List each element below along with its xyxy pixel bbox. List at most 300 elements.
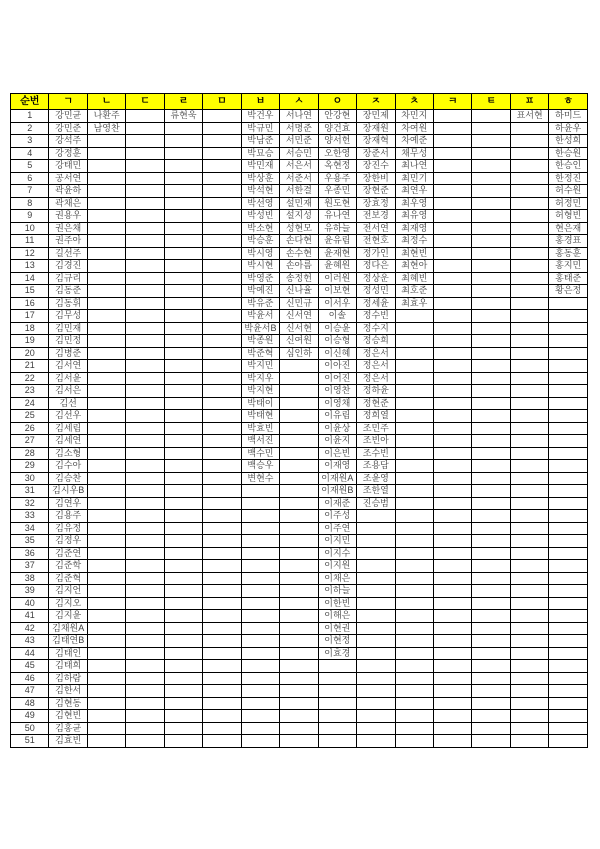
name-cell[interactable] [203,735,241,748]
name-cell[interactable] [510,435,548,448]
name-cell[interactable]: 윤재현 [318,247,356,260]
name-cell[interactable]: 한승인 [549,160,588,173]
name-cell[interactable] [87,610,125,623]
name-cell[interactable] [472,722,510,735]
name-cell[interactable]: 서민준 [280,135,318,148]
name-cell[interactable] [87,547,125,560]
name-cell[interactable]: 홍동훈 [549,247,588,260]
name-cell[interactable] [357,597,395,610]
seq-cell[interactable]: 32 [11,497,49,510]
header-cell-consonant[interactable]: ㅅ [280,94,318,110]
name-cell[interactable]: 김규리 [49,272,87,285]
name-cell[interactable] [280,647,318,660]
name-cell[interactable]: 차민지 [395,110,433,123]
name-cell[interactable] [126,660,164,673]
name-cell[interactable] [164,335,202,348]
name-cell[interactable]: 안강현 [318,110,356,123]
name-cell[interactable]: 이하늘 [318,585,356,598]
name-cell[interactable] [433,547,471,560]
name-cell[interactable] [164,310,202,323]
name-cell[interactable] [241,622,279,635]
name-cell[interactable] [549,510,588,523]
name-cell[interactable] [549,660,588,673]
name-cell[interactable]: 권은채 [49,222,87,235]
name-cell[interactable] [510,697,548,710]
seq-cell[interactable]: 34 [11,522,49,535]
name-cell[interactable] [126,435,164,448]
name-cell[interactable]: 김서은 [49,385,87,398]
name-cell[interactable]: 김동휘 [49,297,87,310]
name-cell[interactable]: 박지현 [241,385,279,398]
name-cell[interactable]: 김지언 [49,585,87,598]
name-cell[interactable] [87,672,125,685]
name-cell[interactable] [164,647,202,660]
name-cell[interactable]: 김시우B [49,485,87,498]
name-cell[interactable] [510,247,548,260]
name-cell[interactable]: 김소형 [49,447,87,460]
name-cell[interactable] [510,610,548,623]
name-cell[interactable] [357,610,395,623]
name-cell[interactable]: 전현호 [357,235,395,248]
name-cell[interactable] [433,110,471,123]
name-cell[interactable]: 김세림 [49,422,87,435]
name-cell[interactable] [472,497,510,510]
name-cell[interactable]: 정은서 [357,360,395,373]
name-cell[interactable] [87,210,125,223]
name-cell[interactable] [395,422,433,435]
name-cell[interactable] [126,422,164,435]
name-cell[interactable] [164,547,202,560]
name-cell[interactable]: 김준학 [49,560,87,573]
name-cell[interactable] [87,347,125,360]
name-cell[interactable]: 서승민 [280,147,318,160]
name-cell[interactable]: 김정우 [49,535,87,548]
name-cell[interactable] [549,635,588,648]
name-cell[interactable] [549,410,588,423]
name-cell[interactable] [510,185,548,198]
name-cell[interactable] [510,685,548,698]
seq-cell[interactable]: 1 [11,110,49,123]
name-cell[interactable] [433,260,471,273]
name-cell[interactable] [549,297,588,310]
name-cell[interactable]: 박건우 [241,110,279,123]
name-cell[interactable]: 신민규 [280,297,318,310]
name-cell[interactable]: 강정훈 [49,147,87,160]
name-cell[interactable] [164,610,202,623]
seq-cell[interactable]: 14 [11,272,49,285]
name-cell[interactable]: 장진수 [357,160,395,173]
name-cell[interactable] [318,697,356,710]
name-cell[interactable]: 차여원 [395,122,433,135]
name-cell[interactable] [549,547,588,560]
name-cell[interactable]: 변현수 [241,472,279,485]
name-cell[interactable] [87,272,125,285]
name-cell[interactable] [433,447,471,460]
name-cell[interactable] [126,622,164,635]
name-cell[interactable] [164,447,202,460]
name-cell[interactable]: 박시현 [241,260,279,273]
name-cell[interactable] [357,635,395,648]
name-cell[interactable] [87,285,125,298]
name-cell[interactable] [472,535,510,548]
name-cell[interactable]: 류현욱 [164,110,202,123]
seq-cell[interactable]: 2 [11,122,49,135]
name-cell[interactable] [357,697,395,710]
name-cell[interactable] [395,597,433,610]
name-cell[interactable] [203,560,241,573]
name-cell[interactable]: 강민균 [49,110,87,123]
name-cell[interactable]: 김준혁 [49,572,87,585]
name-cell[interactable]: 홍태준 [549,272,588,285]
name-cell[interactable] [549,685,588,698]
name-cell[interactable]: 정은서 [357,372,395,385]
name-cell[interactable] [126,535,164,548]
name-cell[interactable]: 한정진 [549,172,588,185]
name-cell[interactable] [357,622,395,635]
name-cell[interactable] [87,685,125,698]
name-cell[interactable] [164,235,202,248]
name-cell[interactable] [357,560,395,573]
name-cell[interactable] [126,385,164,398]
name-cell[interactable]: 김하람 [49,672,87,685]
name-cell[interactable]: 이러원 [318,272,356,285]
name-cell[interactable]: 손다현 [280,235,318,248]
name-cell[interactable] [203,210,241,223]
name-cell[interactable] [549,572,588,585]
name-cell[interactable] [510,472,548,485]
name-cell[interactable] [395,460,433,473]
name-cell[interactable] [87,735,125,748]
name-cell[interactable] [164,147,202,160]
name-cell[interactable]: 박시영 [241,247,279,260]
name-cell[interactable] [126,597,164,610]
name-cell[interactable]: 박규민 [241,122,279,135]
name-cell[interactable] [203,310,241,323]
name-cell[interactable] [203,647,241,660]
name-cell[interactable] [318,722,356,735]
name-cell[interactable] [87,560,125,573]
name-cell[interactable] [472,197,510,210]
name-cell[interactable]: 나환주 [87,110,125,123]
name-cell[interactable] [433,510,471,523]
name-cell[interactable] [164,660,202,673]
seq-cell[interactable]: 37 [11,560,49,573]
name-cell[interactable] [164,385,202,398]
name-cell[interactable] [433,435,471,448]
name-cell[interactable] [433,560,471,573]
name-cell[interactable]: 이은빈 [318,447,356,460]
name-cell[interactable]: 표서현 [510,110,548,123]
name-cell[interactable]: 백서진 [241,435,279,448]
name-cell[interactable] [126,160,164,173]
name-cell[interactable] [472,185,510,198]
name-cell[interactable]: 박준혁 [241,347,279,360]
name-cell[interactable] [280,622,318,635]
name-cell[interactable]: 최호준 [395,285,433,298]
name-cell[interactable] [510,160,548,173]
name-cell[interactable]: 서나연 [280,110,318,123]
name-cell[interactable] [87,322,125,335]
name-cell[interactable]: 박승훈 [241,235,279,248]
name-cell[interactable]: 최유영 [395,210,433,223]
name-cell[interactable]: 박예진 [241,285,279,298]
name-cell[interactable] [395,610,433,623]
name-cell[interactable]: 박유준 [241,297,279,310]
name-cell[interactable] [357,535,395,548]
name-cell[interactable] [318,685,356,698]
name-cell[interactable] [126,322,164,335]
name-cell[interactable]: 박지민 [241,360,279,373]
name-cell[interactable] [549,435,588,448]
name-cell[interactable] [280,672,318,685]
name-cell[interactable] [87,622,125,635]
name-cell[interactable] [280,735,318,748]
seq-cell[interactable]: 36 [11,547,49,560]
name-cell[interactable] [126,685,164,698]
name-cell[interactable] [126,185,164,198]
name-cell[interactable] [472,122,510,135]
name-cell[interactable] [510,397,548,410]
name-cell[interactable] [357,685,395,698]
name-cell[interactable]: 조민주 [357,422,395,435]
name-cell[interactable] [472,510,510,523]
name-cell[interactable] [203,322,241,335]
seq-cell[interactable]: 17 [11,310,49,323]
name-cell[interactable] [357,572,395,585]
name-cell[interactable] [318,660,356,673]
name-cell[interactable] [433,197,471,210]
name-cell[interactable] [164,522,202,535]
name-cell[interactable] [433,722,471,735]
name-cell[interactable] [87,160,125,173]
name-cell[interactable] [241,510,279,523]
name-cell[interactable] [510,585,548,598]
name-cell[interactable]: 최나연 [395,160,433,173]
name-cell[interactable] [126,272,164,285]
name-cell[interactable] [164,435,202,448]
name-cell[interactable]: 송정헌 [280,272,318,285]
name-cell[interactable] [472,422,510,435]
name-cell[interactable] [87,447,125,460]
name-cell[interactable] [280,585,318,598]
seq-cell[interactable]: 12 [11,247,49,260]
name-cell[interactable]: 서명준 [280,122,318,135]
name-cell[interactable] [280,372,318,385]
name-cell[interactable] [126,672,164,685]
name-cell[interactable] [472,297,510,310]
name-cell[interactable]: 박태이 [241,397,279,410]
seq-cell[interactable]: 25 [11,410,49,423]
name-cell[interactable]: 곽윤하 [49,185,87,198]
name-cell[interactable] [549,522,588,535]
name-cell[interactable]: 신서현 [280,322,318,335]
name-cell[interactable]: 윤유림 [318,235,356,248]
name-cell[interactable] [203,572,241,585]
name-cell[interactable]: 박민재 [241,160,279,173]
seq-cell[interactable]: 42 [11,622,49,635]
name-cell[interactable]: 최재영 [395,222,433,235]
name-cell[interactable] [164,485,202,498]
name-cell[interactable] [395,635,433,648]
name-cell[interactable] [510,672,548,685]
name-cell[interactable] [164,710,202,723]
name-cell[interactable] [87,535,125,548]
name-cell[interactable] [241,585,279,598]
name-cell[interactable] [203,460,241,473]
name-cell[interactable] [395,622,433,635]
name-cell[interactable] [510,535,548,548]
name-cell[interactable] [87,422,125,435]
name-cell[interactable] [164,222,202,235]
name-cell[interactable] [472,472,510,485]
name-cell[interactable]: 최정수 [395,235,433,248]
name-cell[interactable] [395,522,433,535]
name-cell[interactable]: 박남준 [241,135,279,148]
name-cell[interactable]: 장재혁 [357,135,395,148]
name-cell[interactable] [126,710,164,723]
name-cell[interactable] [126,285,164,298]
name-cell[interactable]: 이승형 [318,335,356,348]
name-cell[interactable]: 박효빈 [241,422,279,435]
name-cell[interactable]: 박태현 [241,410,279,423]
name-cell[interactable] [87,710,125,723]
seq-cell[interactable]: 19 [11,335,49,348]
name-cell[interactable] [433,472,471,485]
name-cell[interactable] [433,335,471,348]
name-cell[interactable] [203,597,241,610]
name-cell[interactable]: 박종원 [241,335,279,348]
name-cell[interactable] [510,635,548,648]
name-cell[interactable] [472,310,510,323]
name-cell[interactable] [280,560,318,573]
name-cell[interactable]: 김홍균 [49,722,87,735]
name-cell[interactable] [203,585,241,598]
name-cell[interactable] [357,585,395,598]
name-cell[interactable] [510,372,548,385]
name-cell[interactable] [395,385,433,398]
name-cell[interactable] [126,197,164,210]
name-cell[interactable]: 허정민 [549,197,588,210]
name-cell[interactable] [472,547,510,560]
name-cell[interactable] [164,535,202,548]
name-cell[interactable] [433,122,471,135]
name-cell[interactable] [472,347,510,360]
name-cell[interactable] [395,735,433,748]
header-cell-consonant[interactable]: ㅋ [433,94,471,110]
name-cell[interactable]: 조한열 [357,485,395,498]
name-cell[interactable]: 김민재 [49,322,87,335]
name-cell[interactable]: 이솔 [318,310,356,323]
name-cell[interactable]: 곽채은 [49,197,87,210]
name-cell[interactable] [433,735,471,748]
name-cell[interactable] [549,385,588,398]
header-cell-consonant[interactable]: ㅍ [510,94,548,110]
name-cell[interactable] [549,372,588,385]
name-cell[interactable]: 서준서 [280,172,318,185]
name-cell[interactable] [433,460,471,473]
name-cell[interactable] [433,172,471,185]
name-cell[interactable] [203,247,241,260]
name-cell[interactable] [126,310,164,323]
name-cell[interactable]: 김유정 [49,522,87,535]
name-cell[interactable] [126,497,164,510]
name-cell[interactable] [433,660,471,673]
name-cell[interactable] [164,685,202,698]
name-cell[interactable] [87,222,125,235]
seq-cell[interactable]: 46 [11,672,49,685]
name-cell[interactable] [126,122,164,135]
name-cell[interactable] [164,297,202,310]
name-cell[interactable] [280,547,318,560]
name-cell[interactable] [203,610,241,623]
name-cell[interactable] [126,210,164,223]
name-cell[interactable] [87,372,125,385]
name-cell[interactable] [87,585,125,598]
name-cell[interactable] [280,522,318,535]
seq-cell[interactable]: 10 [11,222,49,235]
seq-cell[interactable]: 29 [11,460,49,473]
name-cell[interactable] [549,335,588,348]
name-cell[interactable] [280,422,318,435]
name-cell[interactable] [549,697,588,710]
name-cell[interactable] [126,460,164,473]
seq-cell[interactable]: 16 [11,297,49,310]
seq-cell[interactable]: 9 [11,210,49,223]
name-cell[interactable] [357,672,395,685]
name-cell[interactable] [280,685,318,698]
name-cell[interactable] [510,210,548,223]
name-cell[interactable] [510,285,548,298]
name-cell[interactable]: 성현모 [280,222,318,235]
name-cell[interactable] [203,135,241,148]
name-cell[interactable]: 이재영 [318,460,356,473]
name-cell[interactable] [395,672,433,685]
name-cell[interactable]: 장민제 [357,110,395,123]
name-cell[interactable] [87,510,125,523]
name-cell[interactable] [433,610,471,623]
name-cell[interactable] [395,710,433,723]
name-cell[interactable]: 원도현 [318,197,356,210]
name-cell[interactable] [203,235,241,248]
name-cell[interactable] [280,360,318,373]
name-cell[interactable] [472,597,510,610]
header-cell-consonant[interactable]: ㅎ [549,94,588,110]
name-cell[interactable] [433,622,471,635]
name-cell[interactable] [510,335,548,348]
name-cell[interactable] [241,610,279,623]
name-cell[interactable] [433,397,471,410]
name-cell[interactable] [472,610,510,623]
name-cell[interactable] [472,272,510,285]
seq-cell[interactable]: 48 [11,697,49,710]
name-cell[interactable]: 유하늘 [318,222,356,235]
name-cell[interactable] [433,322,471,335]
name-cell[interactable] [510,235,548,248]
name-cell[interactable] [164,597,202,610]
name-cell[interactable] [472,210,510,223]
name-cell[interactable] [241,572,279,585]
name-cell[interactable] [203,472,241,485]
name-cell[interactable]: 설지성 [280,210,318,223]
name-cell[interactable]: 이영찬 [318,385,356,398]
name-cell[interactable]: 이재원A [318,472,356,485]
name-cell[interactable]: 심인하 [280,347,318,360]
name-cell[interactable] [433,185,471,198]
header-cell-consonant[interactable]: ㅇ [318,94,356,110]
name-cell[interactable] [510,410,548,423]
name-cell[interactable] [395,497,433,510]
name-cell[interactable] [87,172,125,185]
